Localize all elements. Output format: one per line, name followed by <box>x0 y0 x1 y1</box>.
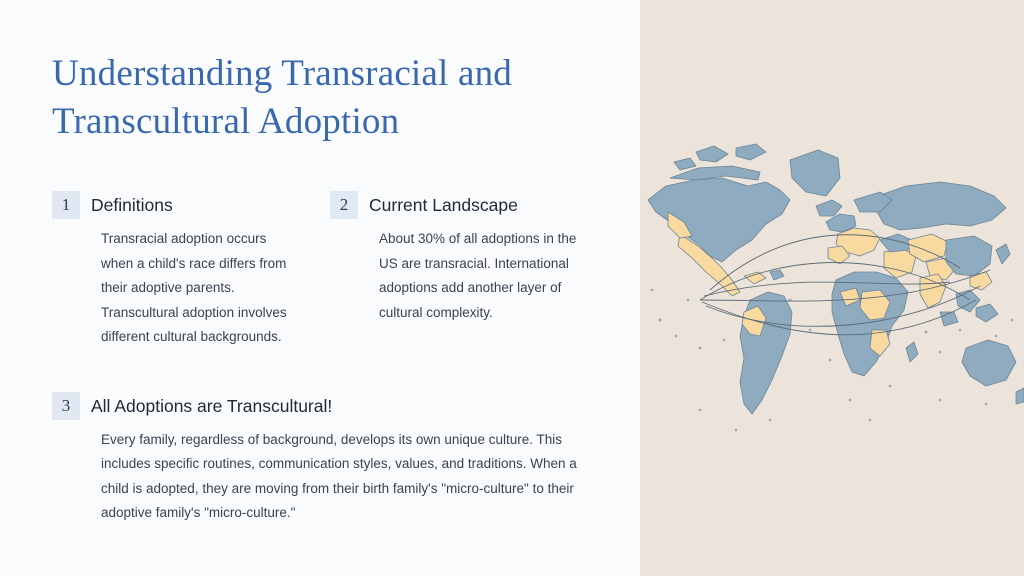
item-number-badge: 3 <box>52 392 80 420</box>
item-title: Definitions <box>91 195 173 215</box>
item-number-badge: 1 <box>52 191 80 219</box>
item-body: Every family, regardless of background, develops its own unique culture. This includes specific routines, communication styles, values, and traditions. When a child is adopted, they are moving from their birth family's "micro-culture" to their adoptive family's "micro-culture." <box>101 431 577 520</box>
item-number-badge: 2 <box>330 191 358 219</box>
item-header <box>52 392 582 420</box>
item-header <box>52 191 300 219</box>
item-current-landscape <box>330 191 578 350</box>
world-map-illustration <box>640 0 1024 576</box>
world-map-svg <box>640 0 1024 576</box>
item-body: Transracial adoption occurs when a child's race differs from their adoptive parents. Transcultural adoption involves different cultural backgrounds. <box>101 231 287 344</box>
items-columns <box>52 191 640 350</box>
item-all-adoptions-transcultural <box>52 392 582 526</box>
item-definitions <box>52 191 300 350</box>
item-header <box>330 191 578 219</box>
map-pane <box>640 0 1024 576</box>
item-title: All Adoptions are Transcultural! <box>91 395 333 416</box>
item-title: Current Landscape <box>369 195 518 215</box>
item-body: About 30% of all adoptions in the US are transracial. International adoptions add another layer of cultural complexity. <box>379 231 577 320</box>
page-title: Understanding Transracial and Transcultural Adoption <box>52 53 512 142</box>
